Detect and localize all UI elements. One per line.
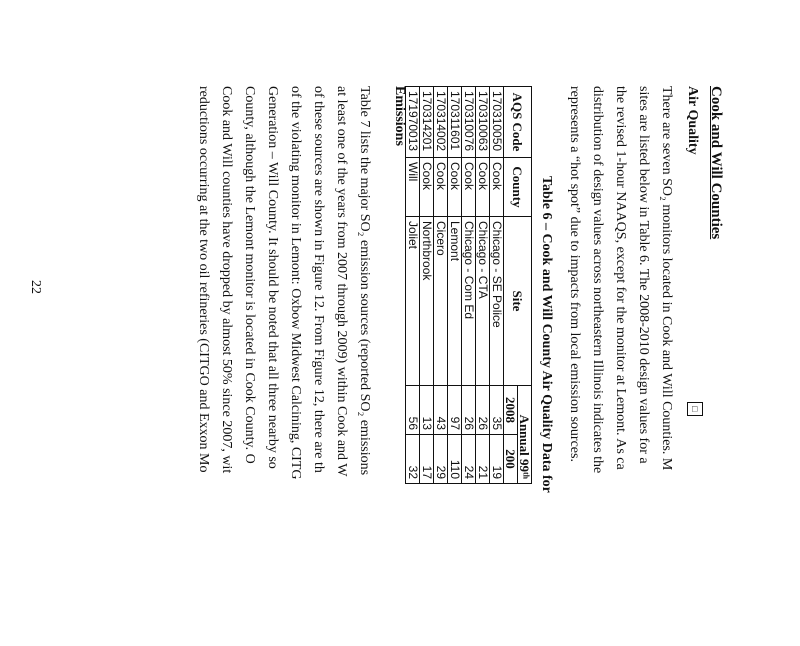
table-row: [490, 87, 504, 484]
table-cell: 170310076: [462, 87, 476, 158]
table-row: [448, 87, 462, 484]
column-header: AQS Code: [504, 87, 532, 158]
table-cell: Cicero: [434, 217, 448, 386]
paragraph-line: County, although the Lemont monitor is located in Cook County. O: [242, 86, 257, 464]
table-cell: Northbrook: [420, 217, 434, 386]
table-cell: 21: [476, 435, 490, 484]
table-cell: Cook: [476, 158, 490, 217]
air-quality-heading: Air Quality: [685, 86, 700, 155]
table-cell: Chicago - Com Ed: [462, 217, 476, 386]
table-cell: Cook: [420, 158, 434, 217]
table-cell: 170314002: [434, 87, 448, 158]
table-cell: 170311601: [448, 87, 462, 158]
table-cell: Cook: [462, 158, 476, 217]
paragraph-line: sites are listed below in Table 6. The 2008-2010 design values for a: [636, 86, 651, 464]
air-quality-paragraph: [563, 86, 678, 646]
column-header: 2008: [504, 386, 518, 435]
column-header: Site: [504, 217, 532, 386]
figure-reference-marker-icon: □: [687, 402, 703, 416]
column-header: County: [504, 158, 532, 217]
table-cell: Cook: [490, 158, 504, 217]
paragraph-line: reductions occurring at the two oil refineries (CITGO and Exxon Mo: [196, 86, 211, 473]
table-cell: 13: [420, 386, 434, 435]
table-cell: Joliet: [406, 217, 420, 386]
table-cell: 17: [420, 435, 434, 484]
paragraph-line: of these sources are shown in Figure 12. From Figure 12, there are th: [311, 86, 326, 473]
table-cell: 26: [476, 386, 490, 435]
table-cell: 24: [462, 435, 476, 484]
table-row: [476, 87, 490, 484]
paragraph-line: represents a “hot spot” due to impacts from local emission sources.: [567, 86, 582, 462]
table-cell: 43: [434, 386, 448, 435]
table-cell: 56: [406, 386, 420, 435]
table-cell: 110: [448, 435, 462, 484]
emissions-paragraph: [192, 86, 376, 646]
table-cell: 26: [462, 386, 476, 435]
table-cell: 35: [490, 386, 504, 435]
air-quality-table: [405, 86, 532, 484]
table-cell: Lemont: [448, 217, 462, 386]
table-cell: 170310050: [490, 87, 504, 158]
table-row: [406, 87, 420, 484]
column-header: 200: [504, 435, 518, 484]
paragraph-line: Generation – Will County. It should be noted that all three nearby so: [265, 86, 280, 469]
table-cell: Cook: [434, 158, 448, 217]
table-cell: 29: [434, 435, 448, 484]
table-cell: Will: [406, 158, 420, 217]
table-cell: Chicago - SE Police: [490, 217, 504, 386]
table-row: [462, 87, 476, 484]
table-row: [420, 87, 434, 484]
paragraph-line: Cook and Will counties have dropped by almost 50% since 2007, wit: [219, 86, 234, 474]
paragraph-line: the revised 1-hour NAAQS, except for the monitor at Lemont. As ca: [613, 86, 628, 470]
table-cell: 32: [406, 435, 420, 484]
paragraph-line: Table 7 lists the major SO₂ emission sources (reported SO₂ emissions: [357, 86, 372, 476]
paragraph-line: of the violating monitor in Lemont: Oxbow Midwest Calcining, CITG: [288, 86, 303, 480]
page-number: 22: [28, 280, 43, 294]
paragraph-line: There are seven SO₂ monitors located in Cook and Will Counties. M: [659, 86, 674, 471]
column-header: Annual 99ᵗʰ: [518, 386, 532, 484]
paragraph-line: at least one of the years from 2007 through 2009) within Cook and W: [334, 86, 349, 477]
emissions-heading: Emissions: [392, 86, 407, 146]
table-cell: Cook: [448, 158, 462, 217]
table-row: [434, 87, 448, 484]
table-cell: 19: [490, 435, 504, 484]
table-cell: 170314201: [420, 87, 434, 158]
section-heading: Cook and Will Counties: [708, 86, 724, 240]
table-caption: Table 6 – Cook and Will County Air Quality Data for: [539, 176, 554, 493]
table-cell: 170310063: [476, 87, 490, 158]
table-cell: 97: [448, 386, 462, 435]
paragraph-line: distribution of design values across northeastern Illinois indicates the: [590, 86, 605, 474]
table-cell: Chicago - CTA: [476, 217, 490, 386]
table-cell: 171970013: [406, 87, 420, 158]
